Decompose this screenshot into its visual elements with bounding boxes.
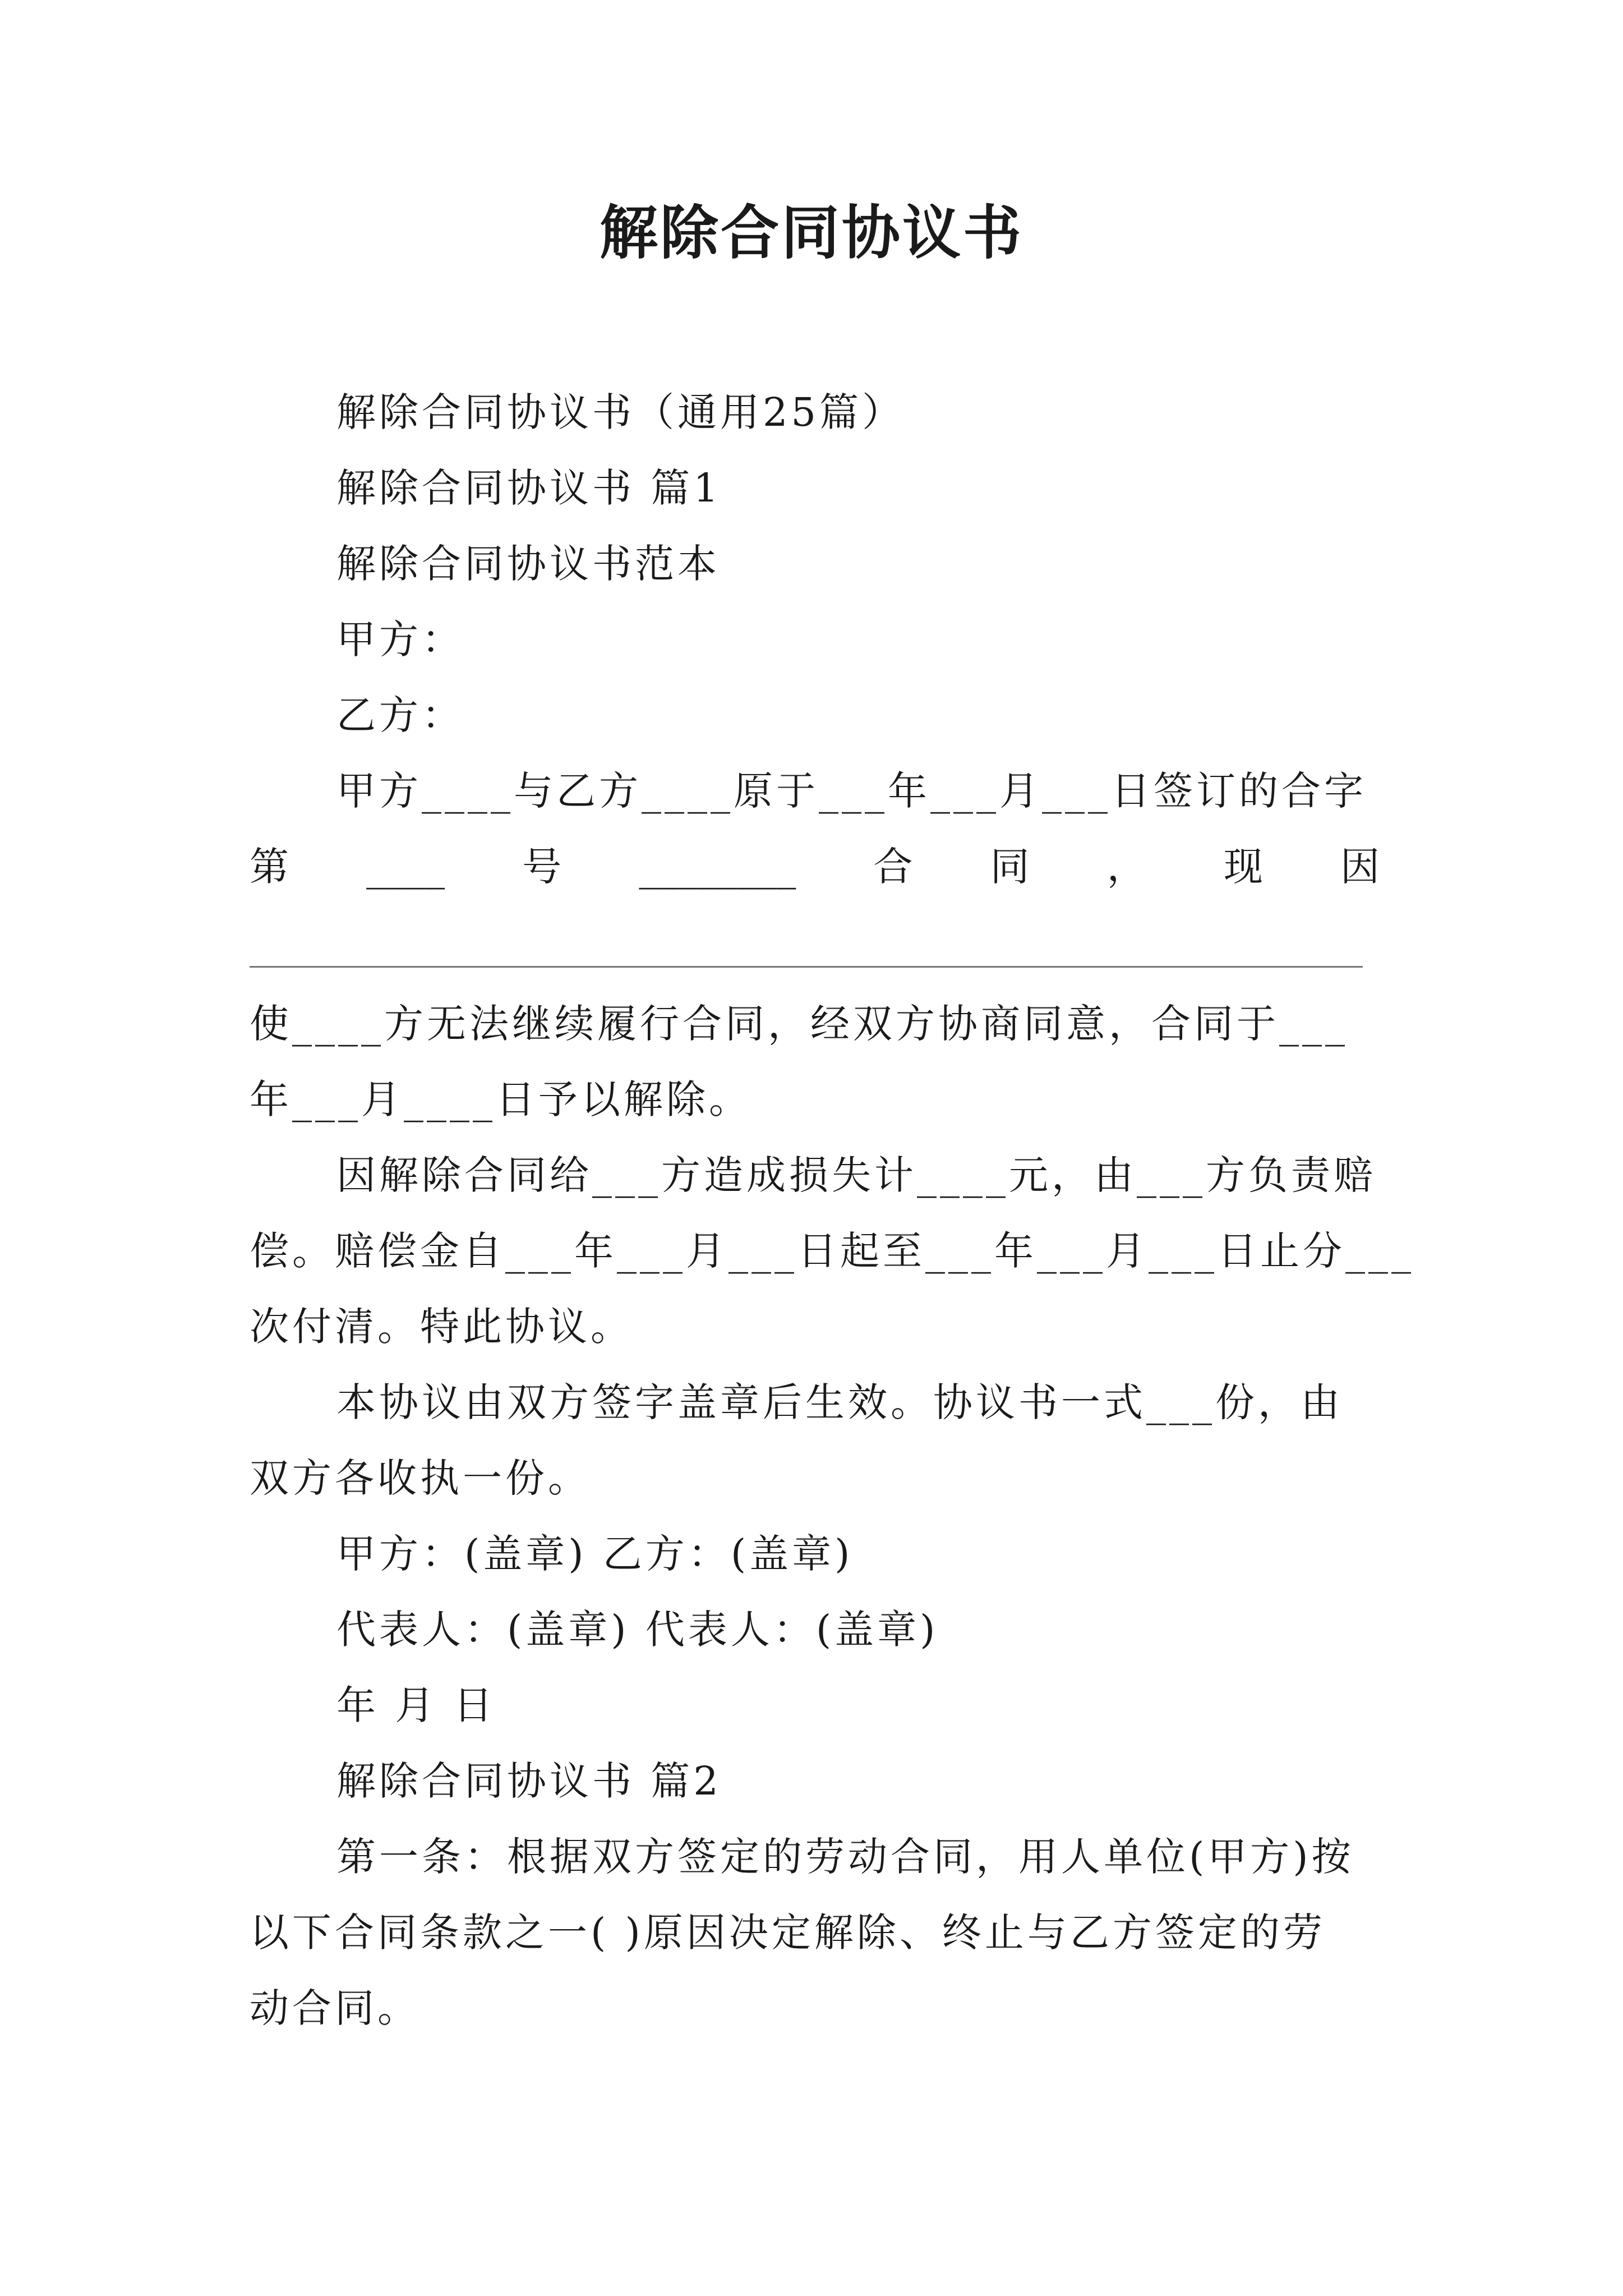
section-heading-2: 解除合同协议书 篇2 <box>336 1758 722 1804</box>
spread-token: 第 <box>250 844 289 890</box>
paragraph-line: 以下合同条款之一( )原因决定解除、终止与乙方签定的劳 <box>250 1910 1326 1955</box>
template-heading: 解除合同协议书范本 <box>336 541 720 587</box>
spread-token: 号 <box>522 844 562 890</box>
signature-line: 代表人：(盖章) 代表人：(盖章) <box>336 1607 939 1653</box>
section-heading-1: 解除合同协议书 篇1 <box>336 465 722 511</box>
spread-token: ____ <box>366 844 445 890</box>
spread-token: 合 <box>873 844 913 890</box>
signature-line: 甲方：(盖章) 乙方：(盖章) <box>336 1531 854 1577</box>
paragraph-line: 甲方____与乙方____原于___年___月___日签订的合字 <box>336 768 1367 814</box>
spread-token: 现 <box>1223 844 1263 890</box>
spread-token: ， <box>1106 844 1146 890</box>
paragraph-line: 偿。赔偿金自___年___月___日起至___年___月___日止分___ <box>250 1228 1414 1274</box>
paragraph-line: 使____方无法继续履行合同，经双方协商同意，合同于___ <box>250 1001 1348 1047</box>
spread-token: ________ <box>639 844 796 890</box>
spread-token: 同 <box>990 844 1030 890</box>
paragraph-line: 双方各收执一份。 <box>250 1455 591 1501</box>
paragraph-line: 本协议由双方签字盖章后生效。协议书一式___份，由 <box>336 1379 1343 1425</box>
reason-blank-rule <box>250 966 1363 968</box>
document-title: 解除合同协议书 <box>599 199 1023 267</box>
spread-token: 因 <box>1340 844 1380 890</box>
party-b-label: 乙方： <box>336 692 464 738</box>
contract-number-line <box>250 839 1380 895</box>
party-a-label: 甲方： <box>336 616 464 662</box>
paragraph-line: 动合同。 <box>250 1985 420 2031</box>
date-line: 年 月 日 <box>336 1682 496 1728</box>
paragraph-line: 年___月____日予以解除。 <box>250 1076 751 1122</box>
paragraph-line: 次付清。特此协议。 <box>250 1304 633 1350</box>
subtitle-line: 解除合同协议书（通用25篇） <box>336 389 905 435</box>
paragraph-line: 第一条：根据双方签定的劳动合同，用人单位(甲方)按 <box>336 1834 1354 1880</box>
paragraph-line: 因解除合同给___方造成损失计____元，由___方负责赔 <box>336 1152 1376 1198</box>
